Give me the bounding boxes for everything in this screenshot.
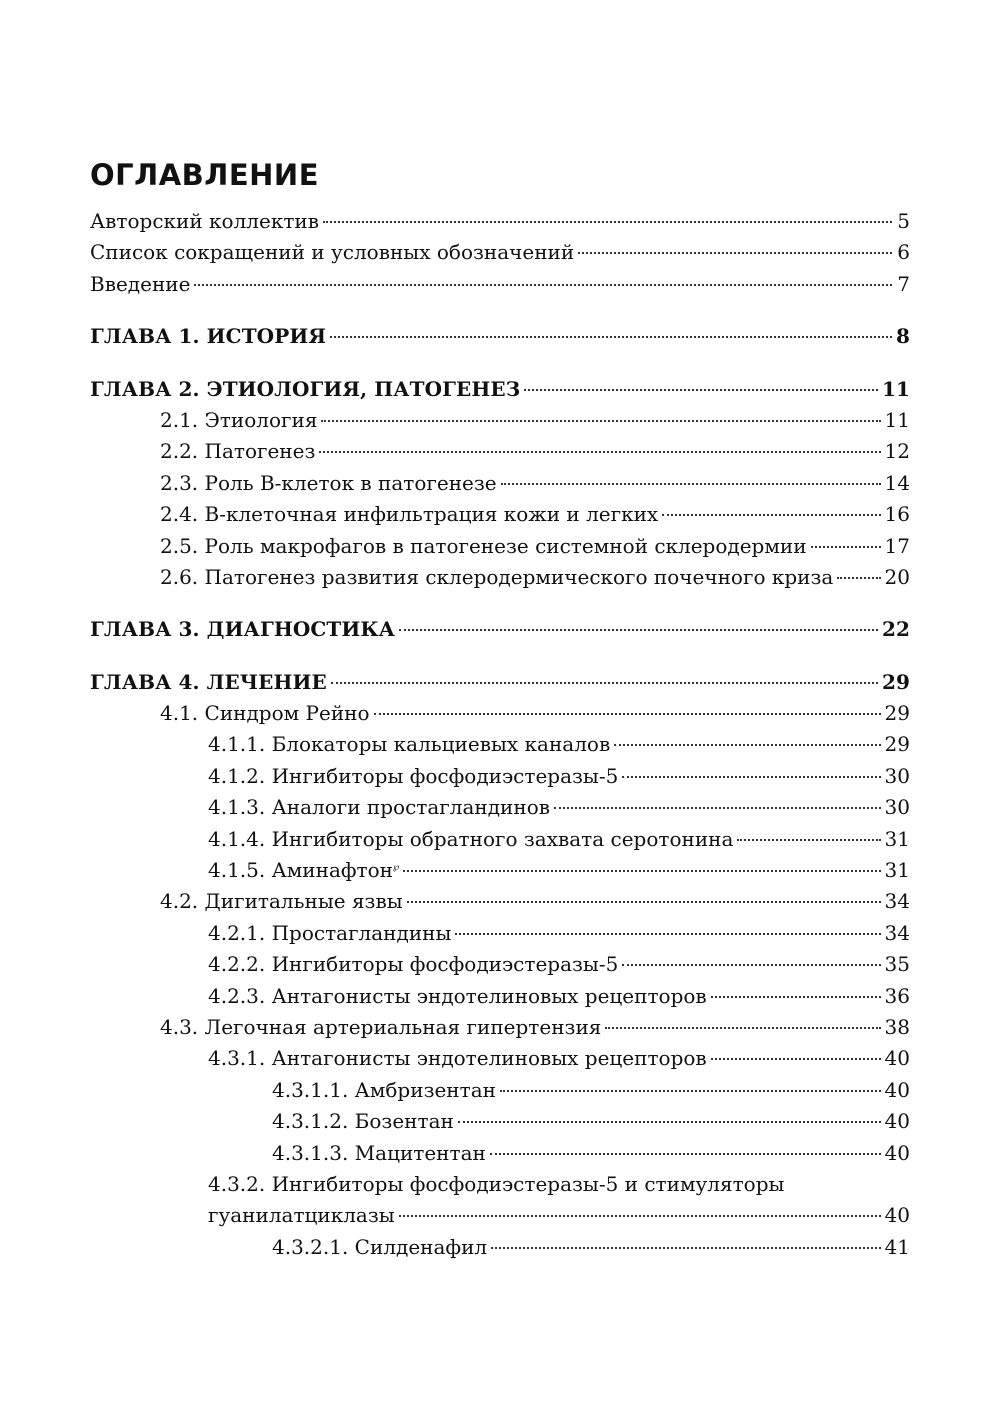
dot-leader [737, 839, 880, 841]
toc-label: 4.2.3. Антагонисты эндотелиновых рецепторов [208, 983, 707, 1008]
registered-mark: ℘ [392, 862, 400, 873]
toc-label: 4.1.4. Ингибиторы обратного захвата серотонина [208, 826, 734, 851]
toc-entry-4-2[interactable] [90, 886, 910, 917]
dot-leader [711, 1058, 881, 1060]
toc-page-number: 40 [884, 1109, 910, 1134]
toc-page-number: 31 [884, 858, 910, 883]
toc-page-number: 17 [884, 533, 910, 558]
dot-leader [321, 420, 880, 422]
chapter-spacer [90, 646, 910, 667]
dot-leader [811, 546, 881, 548]
toc-entry-2-6[interactable] [90, 562, 910, 593]
toc-label: Авторский коллектив [90, 209, 319, 233]
chapter-spacer [90, 353, 910, 374]
toc-page-number: 11 [884, 407, 910, 432]
toc-chapter-3[interactable] [90, 614, 910, 645]
toc-entry-4-2-3[interactable] [90, 981, 910, 1012]
toc-entry-2-5[interactable] [90, 531, 910, 562]
toc-page-number: 41 [884, 1234, 910, 1259]
toc-label: ГЛАВА 3. ДИАГНОСТИКА [90, 617, 396, 642]
dot-leader [407, 901, 881, 903]
toc-label: ГЛАВА 4. ЛЕЧЕНИЕ [90, 669, 327, 694]
toc-label: 4.2. Дигитальные язвы [160, 889, 403, 914]
toc-page-number: 34 [884, 889, 910, 914]
toc-page-number: 29 [884, 701, 910, 726]
toc-entry-4-3-1[interactable] [90, 1043, 910, 1074]
dot-leader [194, 284, 892, 286]
toc-label: 4.3. Легочная артериальная гипертензия [160, 1014, 602, 1039]
toc-entry-4-1[interactable] [90, 698, 910, 729]
toc-page-number: 29 [884, 732, 910, 757]
toc-entry-4-3-1-2[interactable] [90, 1106, 910, 1137]
toc-chapter-2[interactable] [90, 374, 910, 405]
dot-leader [330, 336, 892, 338]
toc-page-number: 8 [895, 324, 910, 349]
toc-page-number: 14 [884, 470, 910, 495]
toc-entry-4-3-1-3[interactable] [90, 1138, 910, 1169]
toc-label: ГЛАВА 1. ИСТОРИЯ [90, 324, 327, 349]
toc-entry-2-2[interactable] [90, 436, 910, 467]
toc-label: 2.4. В-клеточная инфильтрация кожи и легких [160, 502, 659, 527]
toc-entry-4-3-2[interactable] [90, 1169, 910, 1232]
toc-page-number: 5 [897, 209, 910, 233]
toc-label: 4.3.1.1. Амбризентан [272, 1077, 496, 1102]
toc-entry-4-2-2[interactable] [90, 949, 910, 980]
dot-leader [614, 744, 880, 746]
dot-leader [501, 483, 881, 485]
toc-page-number: 31 [884, 826, 910, 851]
toc-page-number: 22 [881, 617, 910, 642]
dot-leader [399, 1215, 881, 1217]
toc-page-number: 36 [884, 983, 910, 1008]
dot-leader [605, 1027, 880, 1029]
toc-page-number: 40 [884, 1046, 910, 1071]
toc-label: Введение [90, 271, 191, 296]
toc-entry-4-1-3[interactable] [90, 792, 910, 823]
toc-page-number: 16 [884, 502, 910, 527]
toc-label: 2.3. Роль В-клеток в патогенезе [160, 470, 497, 495]
toc-label: ГЛАВА 2. ЭТИОЛОГИЯ, ПАТОГЕНЕЗ [90, 376, 521, 401]
toc-entry-authors[interactable] [90, 206, 910, 237]
toc-entry-4-1-2[interactable] [90, 761, 910, 792]
toc-page-number: 11 [881, 376, 910, 401]
toc-page-number: 7 [897, 271, 910, 296]
dot-leader [554, 807, 881, 809]
toc-entry-4-2-1[interactable] [90, 918, 910, 949]
toc-label: 4.1.2. Ингибиторы фосфодиэстеразы-5 [208, 763, 619, 788]
toc-entry-4-3-1-1[interactable] [90, 1075, 910, 1106]
dot-leader [455, 933, 880, 935]
toc-label: 2.2. Патогенез [160, 439, 316, 464]
toc-chapter-4[interactable] [90, 667, 910, 698]
toc-page-number: 40 [884, 1203, 910, 1228]
toc-label: 4.1.3. Аналоги простагландинов [208, 795, 550, 820]
toc-entry-2-3[interactable] [90, 468, 910, 499]
toc-entry-4-1-5[interactable] [90, 855, 910, 886]
toc-page-number: 12 [884, 439, 910, 464]
toc-page-number: 35 [884, 952, 910, 977]
toc-entry-4-3[interactable] [90, 1012, 910, 1043]
toc-page-number: 20 [884, 564, 910, 589]
page-title: ОГЛАВЛЕНИЕ [90, 158, 320, 192]
toc-page-number: 6 [897, 240, 910, 265]
toc-page-number: 30 [884, 763, 910, 788]
dot-leader [458, 1121, 881, 1123]
toc-label-text: 4.1.5. Аминафтон [208, 858, 393, 883]
dot-leader [711, 996, 881, 998]
toc-label: 2.6. Патогенез развития склеродермического почечного криза [160, 564, 834, 589]
dot-leader [622, 776, 880, 778]
toc-label: 4.3.1.2. Бозентан [272, 1109, 454, 1134]
toc-page-number: 29 [881, 669, 910, 694]
toc-label: 4.3.2.1. Силденафил [272, 1234, 488, 1259]
dot-leader [403, 870, 880, 872]
toc-label: 4.1.1. Блокаторы кальциевых каналов [208, 732, 611, 757]
toc-label-line-2-row [208, 1200, 910, 1231]
dot-leader [399, 629, 878, 631]
toc-label: 2.5. Роль макрофагов в патогенезе системной склеродермии [160, 533, 807, 558]
dot-leader [837, 577, 880, 579]
toc-entry-abbreviations[interactable] [90, 237, 910, 268]
toc-label: 4.1. Синдром Рейно [160, 701, 370, 726]
dot-leader [662, 514, 880, 516]
dot-leader [323, 221, 892, 223]
toc-entry-4-1-4[interactable] [90, 824, 910, 855]
dot-leader [319, 451, 880, 453]
table-of-contents [90, 206, 910, 1263]
dot-leader [500, 1090, 881, 1092]
toc-label: 4.3.1. Антагонисты эндотелиновых рецепторов [208, 1046, 707, 1071]
toc-page-number: 34 [884, 920, 910, 945]
chapter-spacer [90, 300, 910, 321]
toc-page-number: 40 [884, 1077, 910, 1102]
dot-leader [331, 682, 878, 684]
toc-page-number: 38 [884, 1014, 910, 1039]
toc-label-line-1: 4.3.2. Ингибиторы фосфодиэстеразы-5 и стимуляторы [208, 1171, 785, 1196]
dot-leader [622, 964, 880, 966]
dot-leader [491, 1247, 880, 1249]
toc-chapter-1[interactable] [90, 321, 910, 352]
toc-label-line-2: гуанилатциклазы [208, 1203, 395, 1228]
toc-label: 4.2.1. Простагландины [208, 920, 452, 945]
dot-leader [374, 713, 881, 715]
toc-page-number: 40 [884, 1140, 910, 1165]
toc-label [208, 855, 399, 886]
dot-leader [524, 389, 878, 391]
toc-label: 2.1. Этиология [160, 407, 318, 432]
toc-label: Список сокращений и условных обозначений [90, 240, 575, 265]
toc-entry-2-1[interactable] [90, 405, 910, 436]
toc-entry-4-1-1[interactable] [90, 729, 910, 760]
dot-leader [490, 1153, 881, 1155]
toc-page-number: 30 [884, 795, 910, 820]
toc-label: 4.2.2. Ингибиторы фосфодиэстеразы-5 [208, 952, 619, 977]
toc-entry-2-4[interactable] [90, 499, 910, 530]
toc-entry-introduction[interactable] [90, 269, 910, 300]
toc-label: 4.3.1.3. Мацитентан [272, 1140, 486, 1165]
toc-entry-4-3-2-1[interactable] [90, 1232, 910, 1263]
dot-leader [578, 252, 892, 254]
chapter-spacer [90, 593, 910, 614]
